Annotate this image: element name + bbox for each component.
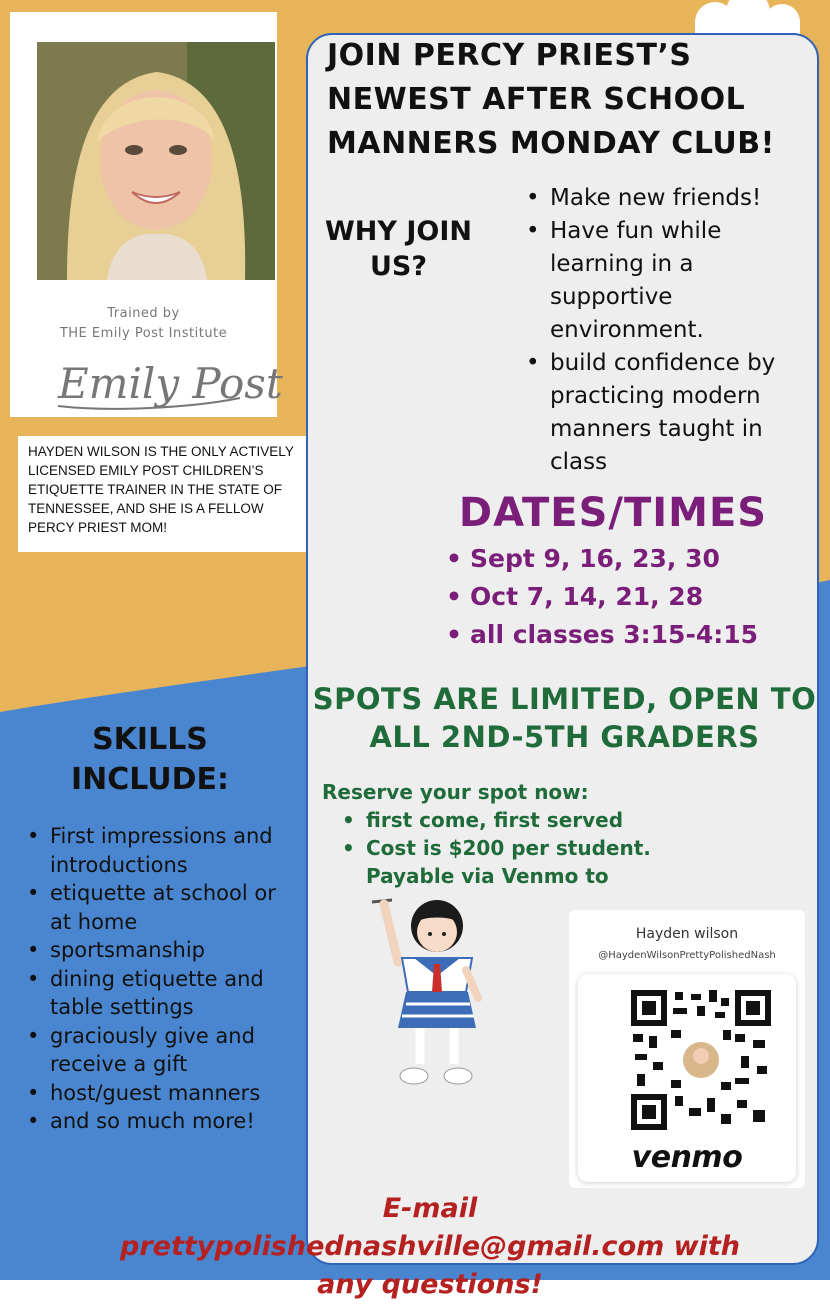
list-item: • etiquette at school or at home xyxy=(20,879,295,936)
trained-by-text xyxy=(10,304,277,344)
list-item: • Cost is $200 per student. Payable via Venmo to xyxy=(336,834,676,890)
list-item: • and so much more! xyxy=(20,1107,295,1136)
venmo-handle: @HaydenWilsonPrettyPolishedNash xyxy=(598,950,776,961)
qr-code-icon[interactable] xyxy=(631,990,771,1130)
list-item: • First impressions and introductions xyxy=(20,822,295,879)
trainer-bio: HAYDEN WILSON IS THE ONLY ACTIVELY LICENSED EMILY POST CHILDREN’S ETIQUETTE TRAINER IN THE STATE OF TENNESSEE, AND SHE IS A FELLOW PERCY PRIEST MOM! xyxy=(18,436,308,552)
list-item: • build confidence by practicing modern manners taught in class xyxy=(520,347,820,479)
venmo-name: Hayden wilson xyxy=(635,926,739,942)
dates-list xyxy=(440,540,810,654)
signature-text: Emily Post xyxy=(58,359,283,408)
list-item: • Sept 9, 16, 23, 30 xyxy=(440,540,810,578)
page-title: JOIN PERCY PRIEST’S NEWEST AFTER SCHOOL MANNERS MONDAY CLUB! xyxy=(327,38,775,161)
skills-list xyxy=(20,822,295,1136)
emily-post-signature-logo xyxy=(50,348,283,418)
trainer-photo-card xyxy=(10,12,283,417)
list-item: • Have fun while learning in a supportive environment. xyxy=(520,215,820,347)
spots-limited-text: SPOTS ARE LIMITED, OPEN TO ALL 2ND-5TH GRADERS xyxy=(312,682,817,754)
list-item: • Make new friends! xyxy=(520,182,820,215)
reasons-list xyxy=(520,182,820,479)
why-join-heading: WHY JOIN US? xyxy=(325,216,472,282)
list-item: • first come, first served xyxy=(336,806,676,834)
reserve-list xyxy=(336,806,676,890)
list-item: • sportsmanship xyxy=(20,936,295,965)
contact-email[interactable]: E-mail prettypolishednashville@gmail.com with any questions! xyxy=(120,1193,740,1300)
reserve-heading: Reserve your spot now: xyxy=(322,780,589,804)
list-item: • all classes 3:15-4:15 xyxy=(440,616,810,654)
list-item: • host/guest manners xyxy=(20,1079,295,1108)
venmo-logo: venmo xyxy=(631,1140,743,1175)
venmo-card[interactable] xyxy=(569,910,805,1188)
list-item: • dining etiquette and table settings xyxy=(20,965,295,1022)
list-item: • graciously give and receive a gift xyxy=(20,1022,295,1079)
institute-line: THE Emily Post Institute xyxy=(59,326,228,341)
trained-by-line: Trained by xyxy=(107,306,180,321)
skills-heading: SKILLS INCLUDE: xyxy=(70,722,230,797)
schoolgirl-illustration-icon xyxy=(362,892,492,1092)
trainer-portrait-icon xyxy=(37,42,275,280)
list-item: • Oct 7, 14, 21, 28 xyxy=(440,578,810,616)
dates-heading: DATES/TIMES xyxy=(458,490,768,536)
